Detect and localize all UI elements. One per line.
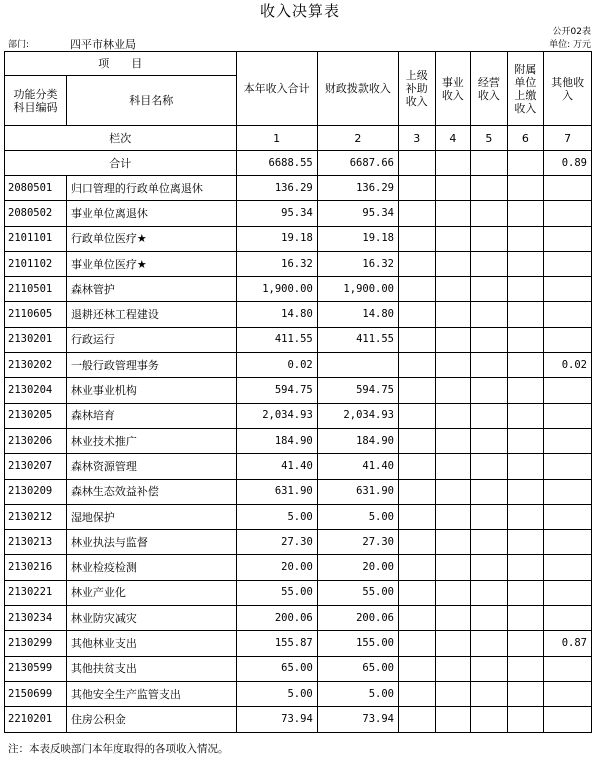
row-name: 事业单位离退休 (66, 201, 236, 226)
row-affiliated (507, 707, 544, 732)
row-affiliated (507, 454, 544, 479)
header-operating: 经营收入 (471, 52, 508, 126)
row-other (544, 656, 592, 681)
row-business (435, 277, 471, 302)
row-affiliated (507, 353, 544, 378)
row-superior (399, 403, 436, 428)
row-fiscal (317, 353, 398, 378)
row-code: 2210201 (5, 707, 67, 732)
total-income-value: 6688.55 (236, 151, 317, 176)
row-name: 其他林业支出 (66, 631, 236, 656)
total-superior-value (399, 151, 436, 176)
row-total-income: 5.00 (236, 681, 317, 706)
row-total-income: 184.90 (236, 428, 317, 453)
row-other (544, 302, 592, 327)
row-operating (471, 201, 508, 226)
table-row (5, 176, 592, 201)
header-other: 其他收入 (544, 52, 592, 126)
row-operating (471, 656, 508, 681)
row-code: 2130216 (5, 555, 67, 580)
row-name: 林业事业机构 (66, 378, 236, 403)
row-superior (399, 555, 436, 580)
row-total-income: 19.18 (236, 226, 317, 251)
table-row (5, 656, 592, 681)
row-other (544, 251, 592, 276)
table-row (5, 403, 592, 428)
table-row (5, 353, 592, 378)
row-name: 森林生态效益补偿 (66, 479, 236, 504)
row-superior (399, 707, 436, 732)
row-superior (399, 251, 436, 276)
row-operating (471, 707, 508, 732)
row-superior (399, 656, 436, 681)
row-affiliated (507, 302, 544, 327)
row-operating (471, 428, 508, 453)
row-superior (399, 226, 436, 251)
row-name: 林业防灾减灾 (66, 606, 236, 631)
row-affiliated (507, 555, 544, 580)
row-total-income: 5.00 (236, 504, 317, 529)
row-other (544, 201, 592, 226)
table-row (5, 479, 592, 504)
total-other-value: 0.89 (544, 151, 592, 176)
row-name: 一般行政管理事务 (66, 353, 236, 378)
row-superior (399, 302, 436, 327)
row-other (544, 530, 592, 555)
header-item: 项 目 (5, 52, 237, 76)
row-superior (399, 327, 436, 352)
row-total-income: 65.00 (236, 656, 317, 681)
row-code: 2130209 (5, 479, 67, 504)
table-row (5, 631, 592, 656)
row-affiliated (507, 606, 544, 631)
row-affiliated (507, 251, 544, 276)
row-total-income: 2,034.93 (236, 403, 317, 428)
row-superior (399, 454, 436, 479)
row-fiscal: 16.32 (317, 251, 398, 276)
row-other (544, 277, 592, 302)
row-fiscal: 2,034.93 (317, 403, 398, 428)
row-other (544, 403, 592, 428)
row-business (435, 555, 471, 580)
row-total-income: 27.30 (236, 530, 317, 555)
row-other (544, 707, 592, 732)
table-row (5, 580, 592, 605)
row-business (435, 606, 471, 631)
row-superior (399, 277, 436, 302)
form-number: 公开02表 (552, 27, 591, 37)
total-label: 合计 (5, 151, 237, 176)
row-operating (471, 555, 508, 580)
row-fiscal: 594.75 (317, 378, 398, 403)
row-fiscal: 1,900.00 (317, 277, 398, 302)
row-code: 2130202 (5, 353, 67, 378)
row-superior (399, 378, 436, 403)
header-fiscal: 财政拨款收入 (317, 52, 398, 126)
row-fiscal: 184.90 (317, 428, 398, 453)
row-total-income: 0.02 (236, 353, 317, 378)
row-other (544, 226, 592, 251)
row-other (544, 327, 592, 352)
row-total-income: 200.06 (236, 606, 317, 631)
row-affiliated (507, 378, 544, 403)
table-row (5, 251, 592, 276)
row-fiscal: 5.00 (317, 504, 398, 529)
row-total-income: 155.87 (236, 631, 317, 656)
row-name: 住房公积金 (66, 707, 236, 732)
row-operating (471, 277, 508, 302)
row-business (435, 454, 471, 479)
row-affiliated (507, 504, 544, 529)
row-code: 2101102 (5, 251, 67, 276)
row-total-income: 631.90 (236, 479, 317, 504)
table-row (5, 504, 592, 529)
row-other (544, 580, 592, 605)
header-func-code: 功能分类科目编码 (5, 76, 67, 126)
row-total-income: 16.32 (236, 251, 317, 276)
row-name: 林业检疫检测 (66, 555, 236, 580)
row-fiscal: 41.40 (317, 454, 398, 479)
row-operating (471, 530, 508, 555)
total-operating-value (471, 151, 508, 176)
row-total-income: 20.00 (236, 555, 317, 580)
header-total-income: 本年收入合计 (236, 52, 317, 126)
dept-label: 部门: (8, 40, 30, 50)
row-superior (399, 504, 436, 529)
row-fiscal: 136.29 (317, 176, 398, 201)
row-operating (471, 327, 508, 352)
row-affiliated (507, 631, 544, 656)
row-business (435, 479, 471, 504)
row-superior (399, 201, 436, 226)
row-name: 湿地保护 (66, 504, 236, 529)
row-code: 2080501 (5, 176, 67, 201)
row-other (544, 378, 592, 403)
column-index: 4 (435, 126, 471, 151)
row-fiscal: 20.00 (317, 555, 398, 580)
column-index: 1 (236, 126, 317, 151)
row-operating (471, 681, 508, 706)
row-other (544, 555, 592, 580)
row-business (435, 428, 471, 453)
total-fiscal-value: 6687.66 (317, 151, 398, 176)
column-index: 3 (399, 126, 436, 151)
row-other (544, 504, 592, 529)
row-operating (471, 378, 508, 403)
row-business (435, 327, 471, 352)
row-other (544, 479, 592, 504)
row-operating (471, 454, 508, 479)
row-other: 0.02 (544, 353, 592, 378)
column-index-label: 栏次 (5, 126, 237, 151)
row-total-income: 14.80 (236, 302, 317, 327)
row-name: 林业技术推广 (66, 428, 236, 453)
column-index: 5 (471, 126, 508, 151)
row-business (435, 530, 471, 555)
row-superior (399, 606, 436, 631)
header-business: 事业收入 (435, 52, 471, 126)
row-superior (399, 631, 436, 656)
row-code: 2130221 (5, 580, 67, 605)
table-row (5, 378, 592, 403)
row-total-income: 411.55 (236, 327, 317, 352)
row-total-income: 1,900.00 (236, 277, 317, 302)
row-operating (471, 631, 508, 656)
row-fiscal: 155.00 (317, 631, 398, 656)
row-affiliated (507, 277, 544, 302)
header-superior: 上级补助收入 (399, 52, 436, 126)
row-affiliated (507, 428, 544, 453)
row-code: 2130212 (5, 504, 67, 529)
row-name: 森林资源管理 (66, 454, 236, 479)
table-row (5, 201, 592, 226)
row-code: 2150699 (5, 681, 67, 706)
row-operating (471, 226, 508, 251)
row-name: 事业单位医疗★ (66, 251, 236, 276)
row-fiscal: 5.00 (317, 681, 398, 706)
row-name: 森林管护 (66, 277, 236, 302)
row-business (435, 707, 471, 732)
row-business (435, 176, 471, 201)
row-fiscal: 65.00 (317, 656, 398, 681)
row-total-income: 55.00 (236, 580, 317, 605)
row-other (544, 681, 592, 706)
row-code: 2130201 (5, 327, 67, 352)
table-row (5, 226, 592, 251)
row-superior (399, 580, 436, 605)
row-name: 归口管理的行政单位离退休 (66, 176, 236, 201)
row-other (544, 176, 592, 201)
income-table (4, 51, 592, 733)
row-code: 2130206 (5, 428, 67, 453)
total-affiliated-value (507, 151, 544, 176)
table-row (5, 606, 592, 631)
row-business (435, 631, 471, 656)
row-operating (471, 606, 508, 631)
row-superior (399, 530, 436, 555)
row-business (435, 681, 471, 706)
row-business (435, 353, 471, 378)
row-business (435, 403, 471, 428)
row-code: 2130234 (5, 606, 67, 631)
row-superior (399, 428, 436, 453)
row-code: 2130599 (5, 656, 67, 681)
row-code: 2110605 (5, 302, 67, 327)
unit-label: 单位: 万元 (549, 40, 591, 50)
row-other (544, 606, 592, 631)
row-code: 2080502 (5, 201, 67, 226)
row-total-income: 73.94 (236, 707, 317, 732)
row-business (435, 302, 471, 327)
row-code: 2130213 (5, 530, 67, 555)
row-operating (471, 251, 508, 276)
row-affiliated (507, 681, 544, 706)
row-business (435, 504, 471, 529)
dept-name: 四平市林业局 (70, 38, 136, 51)
row-code: 2130299 (5, 631, 67, 656)
table-row (5, 555, 592, 580)
column-index: 6 (507, 126, 544, 151)
row-other (544, 454, 592, 479)
row-business (435, 251, 471, 276)
row-code: 2130205 (5, 403, 67, 428)
row-fiscal: 19.18 (317, 226, 398, 251)
row-affiliated (507, 176, 544, 201)
column-index: 2 (317, 126, 398, 151)
row-superior (399, 479, 436, 504)
table-row (5, 681, 592, 706)
row-operating (471, 504, 508, 529)
table-row (5, 277, 592, 302)
row-other: 0.87 (544, 631, 592, 656)
row-name: 行政单位医疗★ (66, 226, 236, 251)
row-business (435, 201, 471, 226)
table-row (5, 428, 592, 453)
row-code: 2101101 (5, 226, 67, 251)
row-code: 2130204 (5, 378, 67, 403)
row-affiliated (507, 479, 544, 504)
row-code: 2130207 (5, 454, 67, 479)
row-business (435, 226, 471, 251)
row-total-income: 594.75 (236, 378, 317, 403)
row-name: 行政运行 (66, 327, 236, 352)
row-total-income: 95.34 (236, 201, 317, 226)
table-row (5, 454, 592, 479)
total-row (5, 151, 592, 176)
row-name: 其他安全生产监管支出 (66, 681, 236, 706)
row-name: 森林培育 (66, 403, 236, 428)
row-affiliated (507, 530, 544, 555)
row-name: 退耕还林工程建设 (66, 302, 236, 327)
row-superior (399, 681, 436, 706)
row-operating (471, 302, 508, 327)
row-fiscal: 27.30 (317, 530, 398, 555)
row-operating (471, 580, 508, 605)
row-fiscal: 14.80 (317, 302, 398, 327)
row-superior (399, 176, 436, 201)
header-subject-name: 科目名称 (66, 76, 236, 126)
row-fiscal: 73.94 (317, 707, 398, 732)
row-operating (471, 403, 508, 428)
row-code: 2110501 (5, 277, 67, 302)
footnote: 注：本表反映部门本年度取得的各项收入情况。 (8, 743, 229, 755)
row-name: 其他扶贫支出 (66, 656, 236, 681)
page-title: 收入决算表 (259, 2, 340, 20)
row-total-income: 41.40 (236, 454, 317, 479)
row-affiliated (507, 226, 544, 251)
row-other (544, 428, 592, 453)
row-fiscal: 200.06 (317, 606, 398, 631)
row-affiliated (507, 656, 544, 681)
row-business (435, 378, 471, 403)
row-operating (471, 479, 508, 504)
table-row (5, 327, 592, 352)
table-row (5, 530, 592, 555)
row-name: 林业执法与监督 (66, 530, 236, 555)
table-row (5, 707, 592, 732)
row-operating (471, 176, 508, 201)
row-affiliated (507, 403, 544, 428)
row-fiscal: 55.00 (317, 580, 398, 605)
row-total-income: 136.29 (236, 176, 317, 201)
column-index: 7 (544, 126, 592, 151)
row-superior (399, 353, 436, 378)
total-business-value (435, 151, 471, 176)
row-business (435, 656, 471, 681)
row-affiliated (507, 580, 544, 605)
row-operating (471, 353, 508, 378)
row-fiscal: 95.34 (317, 201, 398, 226)
header-affiliated: 附属单位上缴收入 (507, 52, 544, 126)
row-fiscal: 411.55 (317, 327, 398, 352)
row-affiliated (507, 327, 544, 352)
row-name: 林业产业化 (66, 580, 236, 605)
row-business (435, 580, 471, 605)
row-affiliated (507, 201, 544, 226)
row-fiscal: 631.90 (317, 479, 398, 504)
table-row (5, 302, 592, 327)
